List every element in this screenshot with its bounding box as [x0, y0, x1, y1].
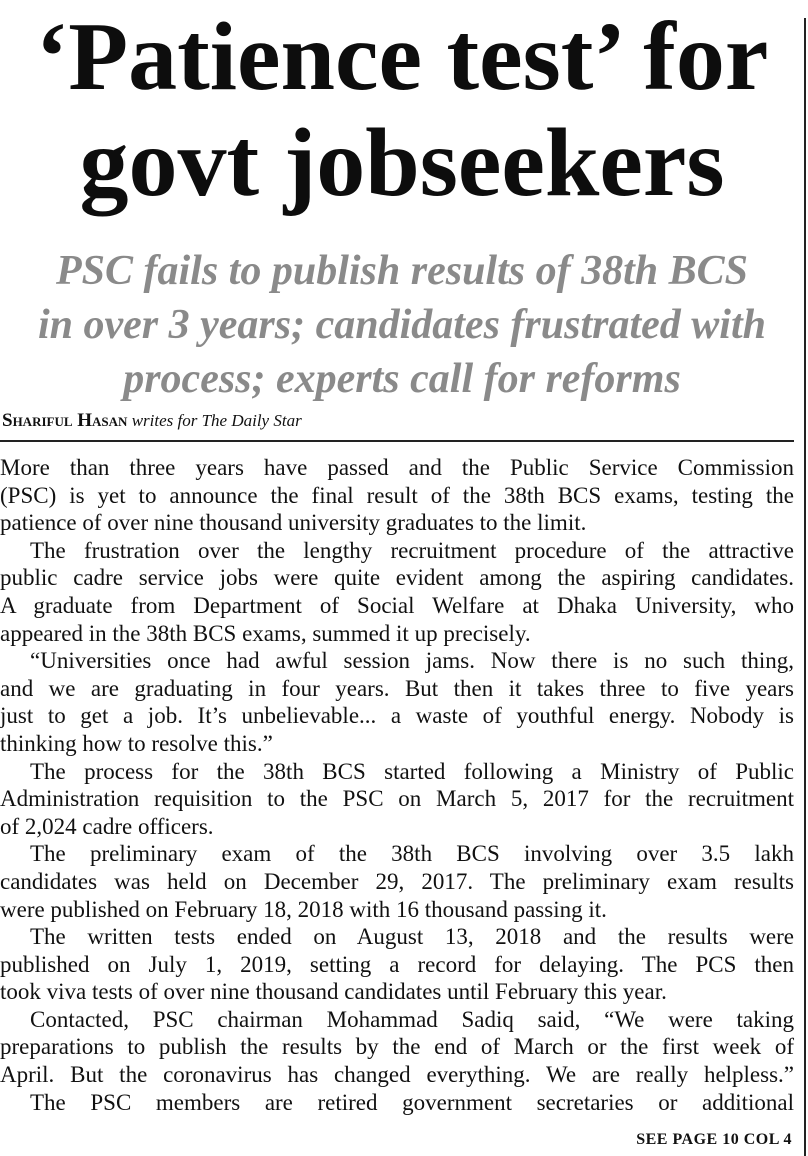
body-line: thinking how to resolve this.” [0, 730, 273, 756]
body-line: candidates was held on December 29, 2017. The preliminary exam results [0, 868, 794, 894]
headline [0, 4, 804, 216]
body-line: public cadre service jobs were quite evident among the aspiring candidates. [0, 565, 794, 591]
body-line: More than three years have passed and the Public Service Commission [0, 455, 794, 480]
subhead-line-2: in over 3 years; candidates frustrated with [37, 302, 766, 348]
body-line: patience of over nine thousand university graduates to the limit. [0, 510, 587, 536]
body-line: were published on February 18, 2018 with 16 thousand passing it. [0, 896, 607, 922]
body-line: The preliminary exam of the 38th BCS involving over 3.5 lakh [30, 841, 794, 867]
column-divider [804, 18, 806, 1156]
body-line: published on July 1, 2019, setting a record for delaying. The PCS then [0, 951, 794, 977]
body-line: The frustration over the lengthy recruitment procedure of the attractive [30, 537, 794, 563]
body-line: “Universities once had awful session jams. Now there is no such thing, [30, 648, 794, 674]
subheadline [0, 244, 804, 406]
body-line: just to get a job. It’s unbelievable... a waste of youthful energy. Nobody is [0, 703, 794, 729]
body-line: A graduate from Department of Social Welfare at Dhaka University, who [0, 592, 794, 618]
body-line: The PSC members are retired government secretaries or additional [30, 1089, 794, 1115]
body-line: Administration requisition to the PSC on March 5, 2017 for the recruitment [0, 786, 794, 812]
byline-author: Shariful Hasan [2, 410, 128, 431]
subhead-line-3: process; experts call for reforms [123, 356, 681, 402]
body-line: (PSC) is yet to announce the final result of the 38th BCS exams, testing the [0, 482, 794, 508]
body-line: The written tests ended on August 13, 2018 and the results were [30, 924, 794, 950]
continued-jump-line: SEE PAGE 10 COL 4 [636, 1131, 792, 1148]
byline-credit: writes for The Daily Star [131, 411, 302, 430]
byline-divider [0, 440, 794, 442]
body-line: appeared in the 38th BCS exams, summed it up precisely. [0, 620, 531, 646]
body-line: Contacted, PSC chairman Mohammad Sadiq said, “We were taking [30, 1006, 794, 1032]
headline-line-1: ‘Patience test’ for [35, 3, 769, 111]
byline [2, 410, 792, 432]
body-line: and we are graduating in four years. But then it takes three to five years [0, 675, 794, 701]
headline-line-2: govt jobseekers [79, 109, 725, 217]
body-line: of 2,024 cadre officers. [0, 813, 214, 839]
body-line: preparations to publish the results by the end of March or the first week of [0, 1034, 794, 1060]
subhead-line-1: PSC fails to publish results of 38th BCS [55, 248, 749, 294]
body-line: April. But the coronavirus has changed everything. We are really helpless.” [0, 1062, 794, 1088]
body-line: The process for the 38th BCS started following a Ministry of Public [30, 758, 794, 784]
body-line: took viva tests of over nine thousand candidates until February this year. [0, 979, 667, 1005]
article-body [0, 454, 794, 1116]
